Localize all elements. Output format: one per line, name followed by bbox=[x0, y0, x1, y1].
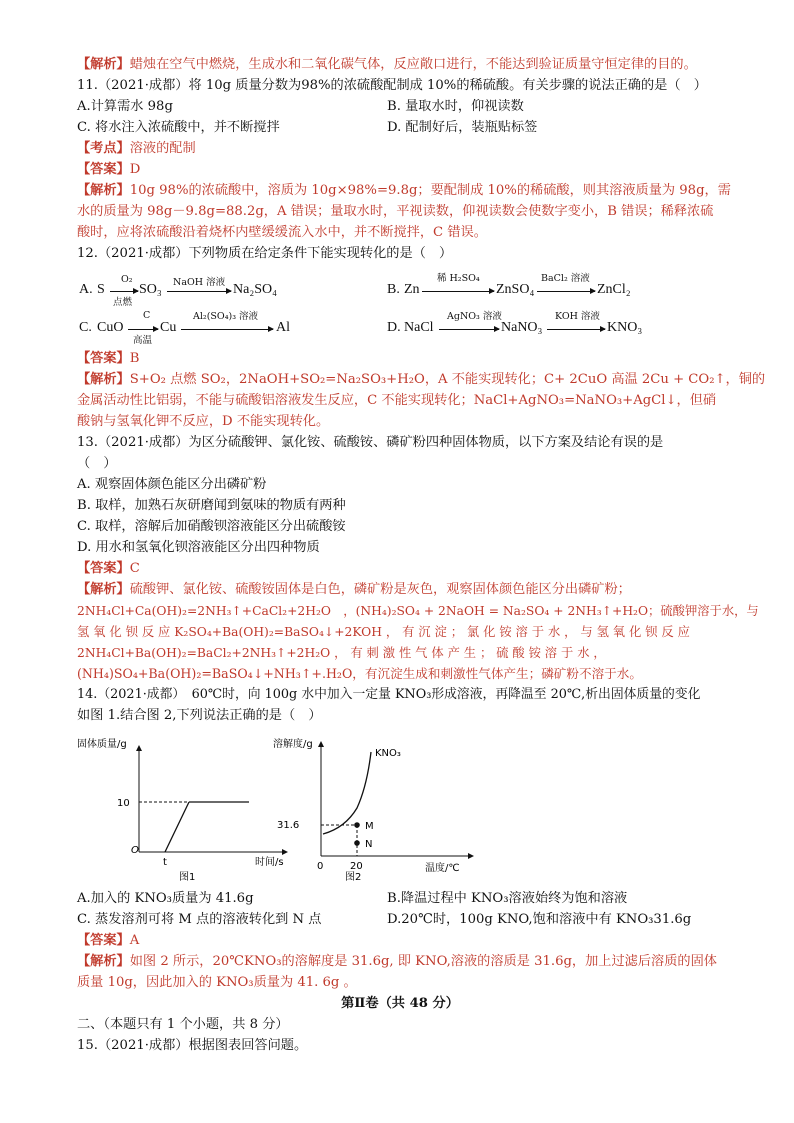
q13-answer bbox=[77, 560, 140, 578]
q13-option-d: D. 用水和氢氧化钡溶液能区分出四种物质 bbox=[77, 540, 320, 555]
chain-b-end: ZnCl₂ bbox=[597, 282, 631, 297]
chain-c-start: CuO bbox=[97, 320, 124, 335]
chain-c-mid: Cu bbox=[160, 320, 177, 335]
fig2-x-tick: 20 bbox=[350, 861, 363, 872]
part2-section: 二、（本题只有 1 个小题，共 8 分） bbox=[77, 1017, 289, 1032]
option-c: C. 将水注入浓硫酸中，并不断搅拌 bbox=[77, 120, 280, 135]
q11-options-cd bbox=[77, 119, 723, 137]
q11-stem: 11.（2021·成都）将 10g 质量分数为98%的浓硫酸配制成 10%的稀硫酸。有关步骤的说法正确的是（ ） bbox=[77, 78, 707, 93]
analysis-text: 10g 98%的浓硫酸中，溶质为 10g×98%=9.8g；要配制成 10%的稀硫酸，则其溶液质量为 98g，需 bbox=[129, 183, 731, 198]
chain-a-reagent-1: O₂ bbox=[121, 274, 133, 285]
analysis-text: 硫酸钾、氯化铵、硫酸铵固体是白色，磷矿粉是灰色，观察固体颜色能区分出磷矿粉； bbox=[129, 582, 631, 597]
chain-d-reagent-1: AgNO₃ 溶液 bbox=[447, 311, 502, 322]
q12-analysis-1 bbox=[77, 371, 765, 389]
analysis-tag: 【解析】 bbox=[77, 57, 130, 72]
answer-text: C bbox=[129, 561, 140, 576]
answer-tag: 【答案】 bbox=[77, 162, 130, 177]
option-a-label: A. bbox=[79, 282, 93, 297]
option-a: A.加入的 KNO₃质量为 41.6g bbox=[77, 891, 254, 906]
chain-d-reagent-2: KOH 溶液 bbox=[555, 311, 600, 322]
analysis-text: 如图 2 所示，20℃KNO₃的溶解度是 31.6g, 即 KNO,溶液的溶质是 31.6g，加上过滤后溶质的固体 bbox=[129, 954, 717, 969]
chain-a-mid: SO₃ bbox=[139, 282, 162, 297]
chain-b-reagent-1: 稀 H₂SO₄ bbox=[437, 273, 480, 284]
answer-tag: 【答案】 bbox=[77, 351, 130, 366]
chain-c-end: Al bbox=[276, 320, 290, 335]
fig2-point-n: N bbox=[365, 839, 373, 850]
q14-options-cd bbox=[77, 911, 723, 929]
arrow-icon bbox=[167, 291, 231, 292]
option-b-label: B. bbox=[387, 282, 400, 297]
fig2-x-label: 温度/℃ bbox=[425, 863, 460, 874]
fig2-origin: 0 bbox=[317, 861, 324, 872]
arrow-icon bbox=[181, 329, 273, 330]
q14-stem-1: 14.（2021·成都） 60℃时，向 100g 水中加入一定量 KNO₃形成溶液，再降温至 20℃,析出固体质量的变化 bbox=[77, 687, 701, 702]
analysis-tag: 【解析】 bbox=[77, 183, 130, 198]
q13-analysis-5: (NH₄)SO₄+Ba(OH)₂=BaSO₄↓+NH₃↑+.H₂O，有沉淀生成和刺激性气体产生；磷矿粉不溶于水。 bbox=[77, 666, 642, 681]
q14-stem-2: 如图 1.结合图 2,下列说法正确的是（ ） bbox=[77, 708, 322, 723]
chain-d-start: NaCl bbox=[404, 320, 434, 335]
q13-option-c: C. 取样，溶解后加硝酸钡溶液能区分出硫酸铵 bbox=[77, 519, 346, 534]
option-a: A.计算需水 98g bbox=[77, 99, 173, 114]
q14-analysis-2: 质量 10g，因此加入的 KNO₃质量为 41. 6g 。 bbox=[77, 975, 357, 990]
q13-analysis-1 bbox=[77, 581, 631, 599]
chain-a-reagent-2: NaOH 溶液 bbox=[173, 277, 226, 288]
answer-text: B bbox=[129, 351, 140, 366]
fig1-x-tick: t bbox=[163, 857, 167, 868]
q15-stem: 15.（2021·成都）根据图表回答问题。 bbox=[77, 1038, 308, 1053]
chain-b-start: Zn bbox=[404, 282, 420, 297]
fig2-caption: 图2 bbox=[345, 872, 362, 882]
q11-analysis-1 bbox=[77, 182, 731, 200]
option-b: B. 量取水时，仰视读数 bbox=[387, 99, 524, 114]
q13-option-b: B. 取样，加熟石灰研磨闻到氨味的物质有两种 bbox=[77, 498, 346, 513]
fig2-point-m: M bbox=[365, 821, 374, 832]
q12-analysis-3: 酸钠与氢氧化钾不反应，D 不能实现转化。 bbox=[77, 414, 330, 429]
q11-analysis-2: 水的质量为 98g－9.8g=88.2g，A 错误；量取水时，平视读数，仰视读数会使数字变小，B 错误；稀释浓硫 bbox=[77, 204, 714, 219]
q12-answer bbox=[77, 350, 139, 368]
answer-tag: 【答案】 bbox=[77, 561, 130, 576]
analysis-tag: 【解析】 bbox=[77, 954, 130, 969]
chain-d-mid: NaNO₃ bbox=[501, 320, 543, 335]
answer-text: D bbox=[129, 162, 141, 177]
q11-analysis-3: 酸时，应将浓硫酸沿着烧杯内壁缓缓流入水中，并不断搅拌，C 错误。 bbox=[77, 225, 487, 240]
arrow-icon bbox=[422, 291, 494, 292]
q12-stem: 12.（2021·成都）下列物质在给定条件下能实现转化的是（ ） bbox=[77, 246, 453, 261]
q13-analysis-3: 氢 氧 化 钡 反 应 K₂SO₄+Ba(OH)₂=BaSO₄↓+2KOH ， 有 沉 淀 ； 氯 化 铵 溶 于 水 ， 与 氢 氧 化 钡 反 应 bbox=[77, 625, 690, 639]
arrow-icon bbox=[547, 329, 605, 330]
point-n-dot bbox=[354, 840, 360, 846]
figure-2-graph bbox=[273, 732, 483, 882]
option-d: D.20℃时，100g KNO,饱和溶液中有 KNO₃31.6g bbox=[387, 912, 692, 927]
arrow-icon bbox=[128, 329, 158, 330]
fig2-y-label: 溶解度/g bbox=[273, 739, 313, 750]
fig1-y-label: 固体质量/g bbox=[77, 739, 127, 750]
analysis-tag: 【解析】 bbox=[77, 582, 130, 597]
fig1-caption: 图1 bbox=[179, 872, 196, 882]
q11-answer bbox=[77, 161, 140, 179]
option-b: B.降温过程中 KNO₃溶液始终为饱和溶液 bbox=[387, 891, 628, 906]
chain-b-mid: ZnSO₄ bbox=[496, 282, 535, 297]
fig1-y-tick: 10 bbox=[117, 798, 130, 809]
q10-analysis bbox=[77, 56, 697, 74]
fig1-rise-line bbox=[165, 802, 189, 852]
fig1-x-label: 时间/s bbox=[255, 857, 284, 868]
arrow-icon bbox=[110, 291, 138, 292]
point-text: 溶液的配制 bbox=[129, 141, 196, 156]
q13-stem-1: 13.（2021·成都）为区分硫酸钾、氯化铵、硫酸铵、磷矿粉四种固体物质，以下方案及结论有误的是 bbox=[77, 435, 664, 450]
option-d: D. 配制好后，装瓶贴标签 bbox=[387, 120, 538, 135]
arrow-icon bbox=[537, 291, 595, 292]
option-c: C. 蒸发溶剂可将 M 点的溶液转化到 N 点 bbox=[77, 912, 322, 927]
answer-tag: 【答案】 bbox=[77, 933, 130, 948]
chain-a-condition-1: 点燃 bbox=[113, 297, 133, 308]
arrow-icon bbox=[439, 329, 499, 330]
q13-analysis-4: 2NH₄Cl+Ba(OH)₂=BaCl₂+2NH₃↑+2H₂O ， 有 刺 激 性 气 体 产 生 ； 硫 酸 铵 溶 于 水 ， bbox=[77, 646, 606, 660]
q12-analysis-2: 金属活动性比铝弱，不能与硫酸铝溶液发生反应，C 不能实现转化；NaCl+AgNO₃=NaNO₃+AgCl↓，但硝 bbox=[77, 393, 717, 408]
q11-point bbox=[77, 140, 196, 158]
analysis-tag: 【解析】 bbox=[77, 372, 130, 387]
answer-text: A bbox=[129, 933, 140, 948]
q13-stem-2: （ ） bbox=[77, 456, 117, 471]
q14-answer bbox=[77, 932, 139, 950]
fig2-curve-label: KNO₃ bbox=[375, 748, 401, 759]
fig1-origin: O bbox=[131, 845, 139, 856]
option-c-label: C. bbox=[79, 320, 92, 335]
point-m-dot bbox=[354, 822, 360, 828]
chain-a-start: S bbox=[97, 282, 105, 297]
q13-analysis-2: 2NH₄Cl+Ca(OH)₂=2NH₃↑+CaCl₂+2H₂O ，(NH₄)₂SO₄ + 2NaOH = Na₂SO₄ + 2NH₃↑+H₂O；硫酸钾溶于水，与 bbox=[77, 604, 759, 618]
chain-c-reagent-2: Al₂(SO₄)₃ 溶液 bbox=[193, 311, 259, 322]
analysis-text: S+O₂ 点燃 SO₂，2NaOH+SO₂=Na₂SO₃+H₂O，A 不能实现转化；C+ 2CuO 高温 2Cu + CO₂↑，铜的 bbox=[129, 372, 766, 387]
option-d-label: D. bbox=[387, 320, 401, 335]
figure-1-graph bbox=[77, 732, 300, 882]
chain-d-end: KNO₃ bbox=[607, 320, 643, 335]
q11-options-ab bbox=[77, 98, 723, 116]
kno3-solubility-curve bbox=[323, 752, 371, 834]
part2-title: 第Ⅱ卷（共 48 分） bbox=[341, 996, 459, 1011]
fig2-y-tick: 31.6 bbox=[277, 820, 300, 831]
q14-options-ab bbox=[77, 890, 723, 908]
chain-c-reagent-1: C bbox=[143, 310, 151, 321]
chain-b-reagent-2: BaCl₂ 溶液 bbox=[541, 273, 590, 284]
point-tag: 【考点】 bbox=[77, 141, 130, 156]
analysis-text: 蜡烛在空气中燃烧，生成水和二氧化碳气体，反应敞口进行，不能达到验证质量守恒定律的目的。 bbox=[129, 57, 697, 72]
q13-option-a: A. 观察固体颜色能区分出磷矿粉 bbox=[77, 477, 267, 492]
chain-c-condition-1: 高温 bbox=[133, 335, 153, 346]
q14-analysis-1 bbox=[77, 953, 717, 971]
chain-a-end: Na₂SO₄ bbox=[233, 282, 277, 297]
